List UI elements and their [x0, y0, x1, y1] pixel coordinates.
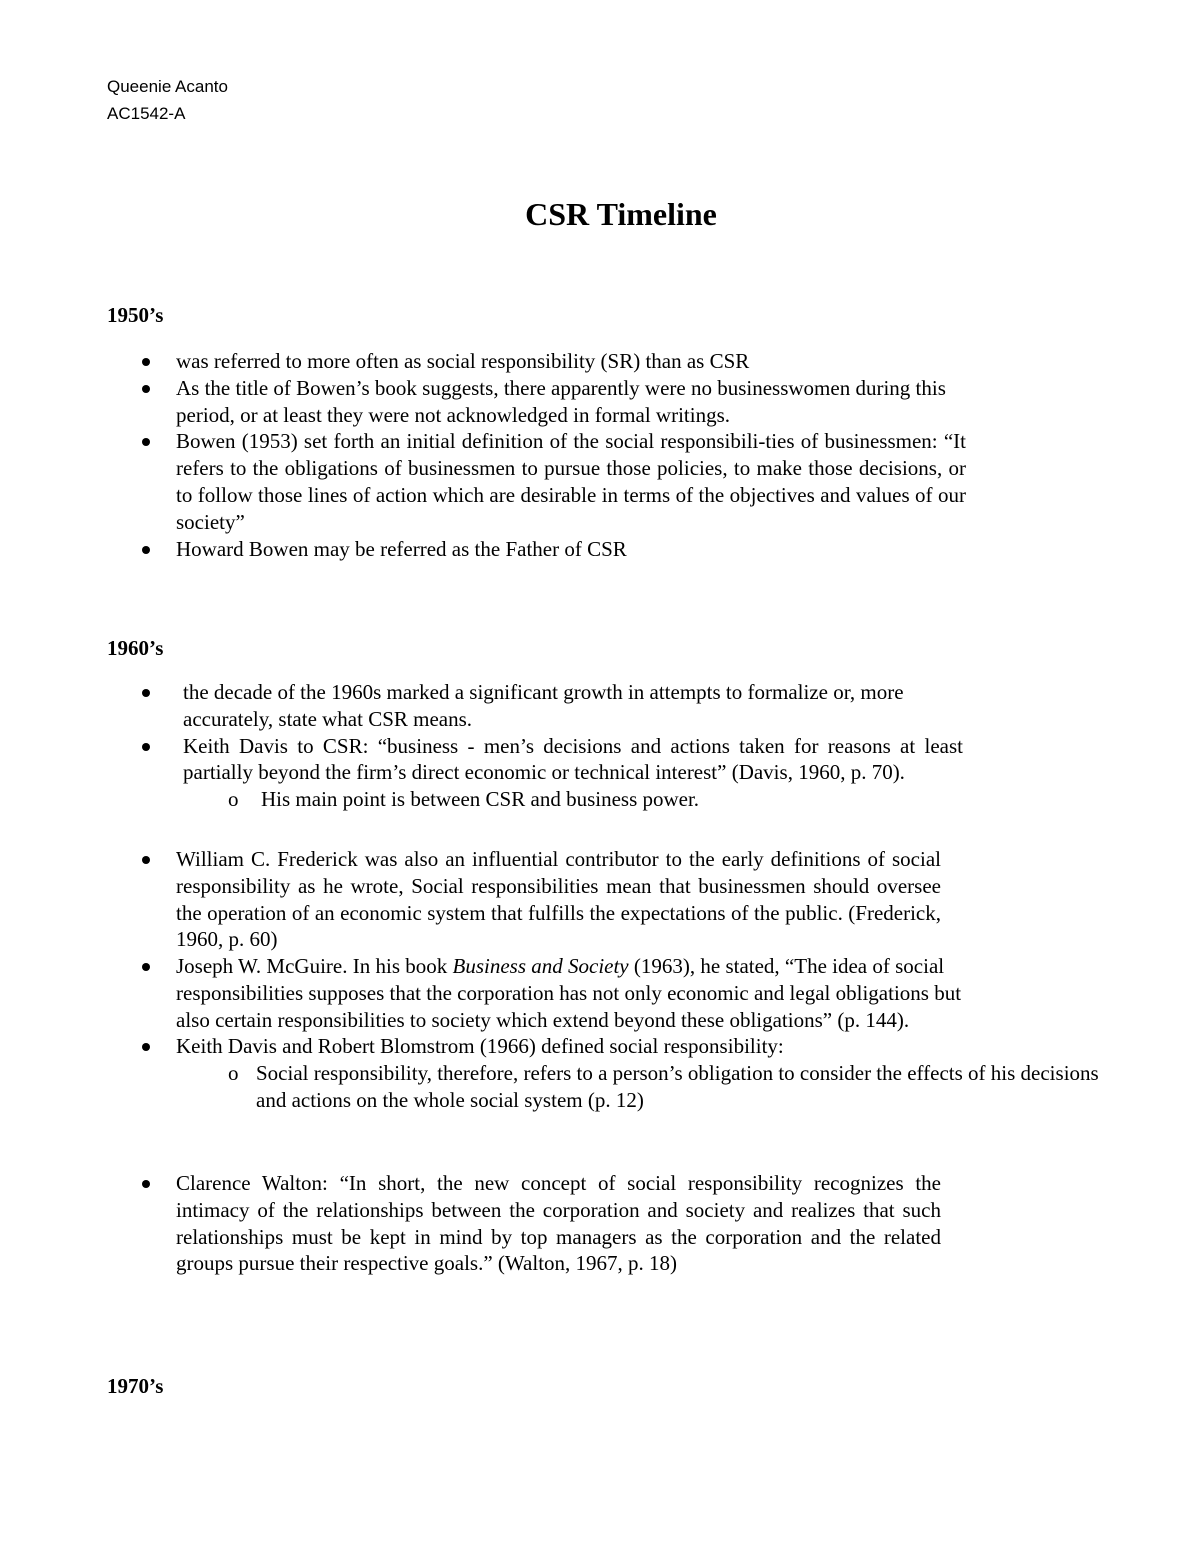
list-item-text: Keith Davis to CSR: “business - men’s decisions and actions taken for reasons at least partially beyond the firm’s direct economic or technical interest” (Davis, 1960, p. 70).: [183, 733, 963, 785]
sub-list-item-text: Social responsibility, therefore, refers to a person’s obligation to consider the effects of his decisions and actions on the whole social system (p. 12): [256, 1061, 1099, 1112]
bullet-icon: [142, 743, 150, 751]
document-header: [107, 73, 228, 127]
course-code: AC1542-A: [107, 104, 186, 123]
bullet-icon: [142, 438, 150, 446]
list-item: [183, 679, 963, 733]
sub-list-item: [183, 786, 963, 813]
list-1960s-part-3: [176, 953, 1099, 1114]
circle-bullet-icon: o: [228, 787, 239, 812]
bullet-icon: [142, 1043, 150, 1051]
list-item-text: Bowen (1953) set forth an initial definition of the social responsibili-ties of businessmen: “It refers to the obligations of businessmen to pursue those policies, to make those decisions, or to follow those lines of action which are desirable in terms of the objectives and values of our society”: [176, 429, 966, 534]
list-item: [176, 846, 941, 953]
list-item-text: the decade of the 1960s marked a significant growth in attempts to formalize or, more accurately, state what CSR means.: [183, 680, 904, 731]
bullet-icon: [142, 385, 150, 393]
sub-list-item-text: His main point is between CSR and business power.: [261, 787, 700, 812]
list-item: [176, 536, 966, 563]
bullet-icon: [142, 1180, 150, 1188]
circle-bullet-icon: o: [228, 1061, 239, 1086]
bullet-icon: [142, 689, 150, 697]
list-1960s-part-4: [176, 1170, 941, 1277]
list-1960s-part-1: [183, 679, 963, 813]
list-item: [176, 1170, 941, 1277]
list-item: [176, 348, 966, 375]
bullet-icon: [142, 358, 150, 366]
bullet-icon: [142, 963, 150, 971]
list-item-text: was referred to more often as social responsibility (SR) than as CSR: [176, 349, 750, 373]
heading-1950s: 1950’s: [107, 303, 164, 327]
list-item-text: William C. Frederick was also an influential contributor to the early definitions of social responsibility as he wrote, Social responsibilities mean that businessmen should oversee the operation of an economic system that fulfills the expectations of the public. (Frederick, 1960, p. 60): [176, 847, 941, 952]
heading-1960s: 1960’s: [107, 636, 164, 660]
list-item: [176, 375, 966, 429]
author-name: Queenie Acanto: [107, 77, 228, 96]
list-item-text: Clarence Walton: “In short, the new concept of social responsibility recognizes the intimacy of the relationships between the corporation and society and realizes that such relationships must be kept in mind by top managers as the corporation and the related groups pursue their respective goals.” (Walton, 1967, p. 18): [176, 1171, 941, 1276]
document-title: CSR Timeline: [525, 196, 717, 232]
heading-1970s: 1970’s: [107, 1374, 164, 1398]
list-item-text: Howard Bowen may be referred as the Father of CSR: [176, 536, 627, 561]
bullet-icon: [142, 856, 150, 864]
list-1950s: [176, 348, 966, 562]
mcguire-text-before: Joseph W. McGuire. In his book: [176, 954, 453, 978]
list-item: [176, 1033, 1099, 1113]
list-1960s-part-2: [176, 846, 941, 953]
bullet-icon: [142, 546, 150, 554]
list-item: [176, 428, 966, 535]
list-item: [176, 953, 966, 1033]
sub-list-item: [176, 1060, 1126, 1114]
list-item-text: As the title of Bowen’s book suggests, there apparently were no businesswomen during this period, or at least they were not acknowledged in formal writings.: [176, 375, 946, 427]
book-title: Business and Society: [452, 954, 629, 978]
mcguire-text-after: (1963), he stated, “The idea of social responsibilities supposes that the corporation has not only economic and legal obligations but also certain responsibilities to society which extend beyond these obligations” (p. 144).: [176, 954, 962, 1032]
list-item: [183, 733, 963, 813]
list-item-text: Keith Davis and Robert Blomstrom (1966) defined social responsibility:: [176, 1034, 784, 1059]
